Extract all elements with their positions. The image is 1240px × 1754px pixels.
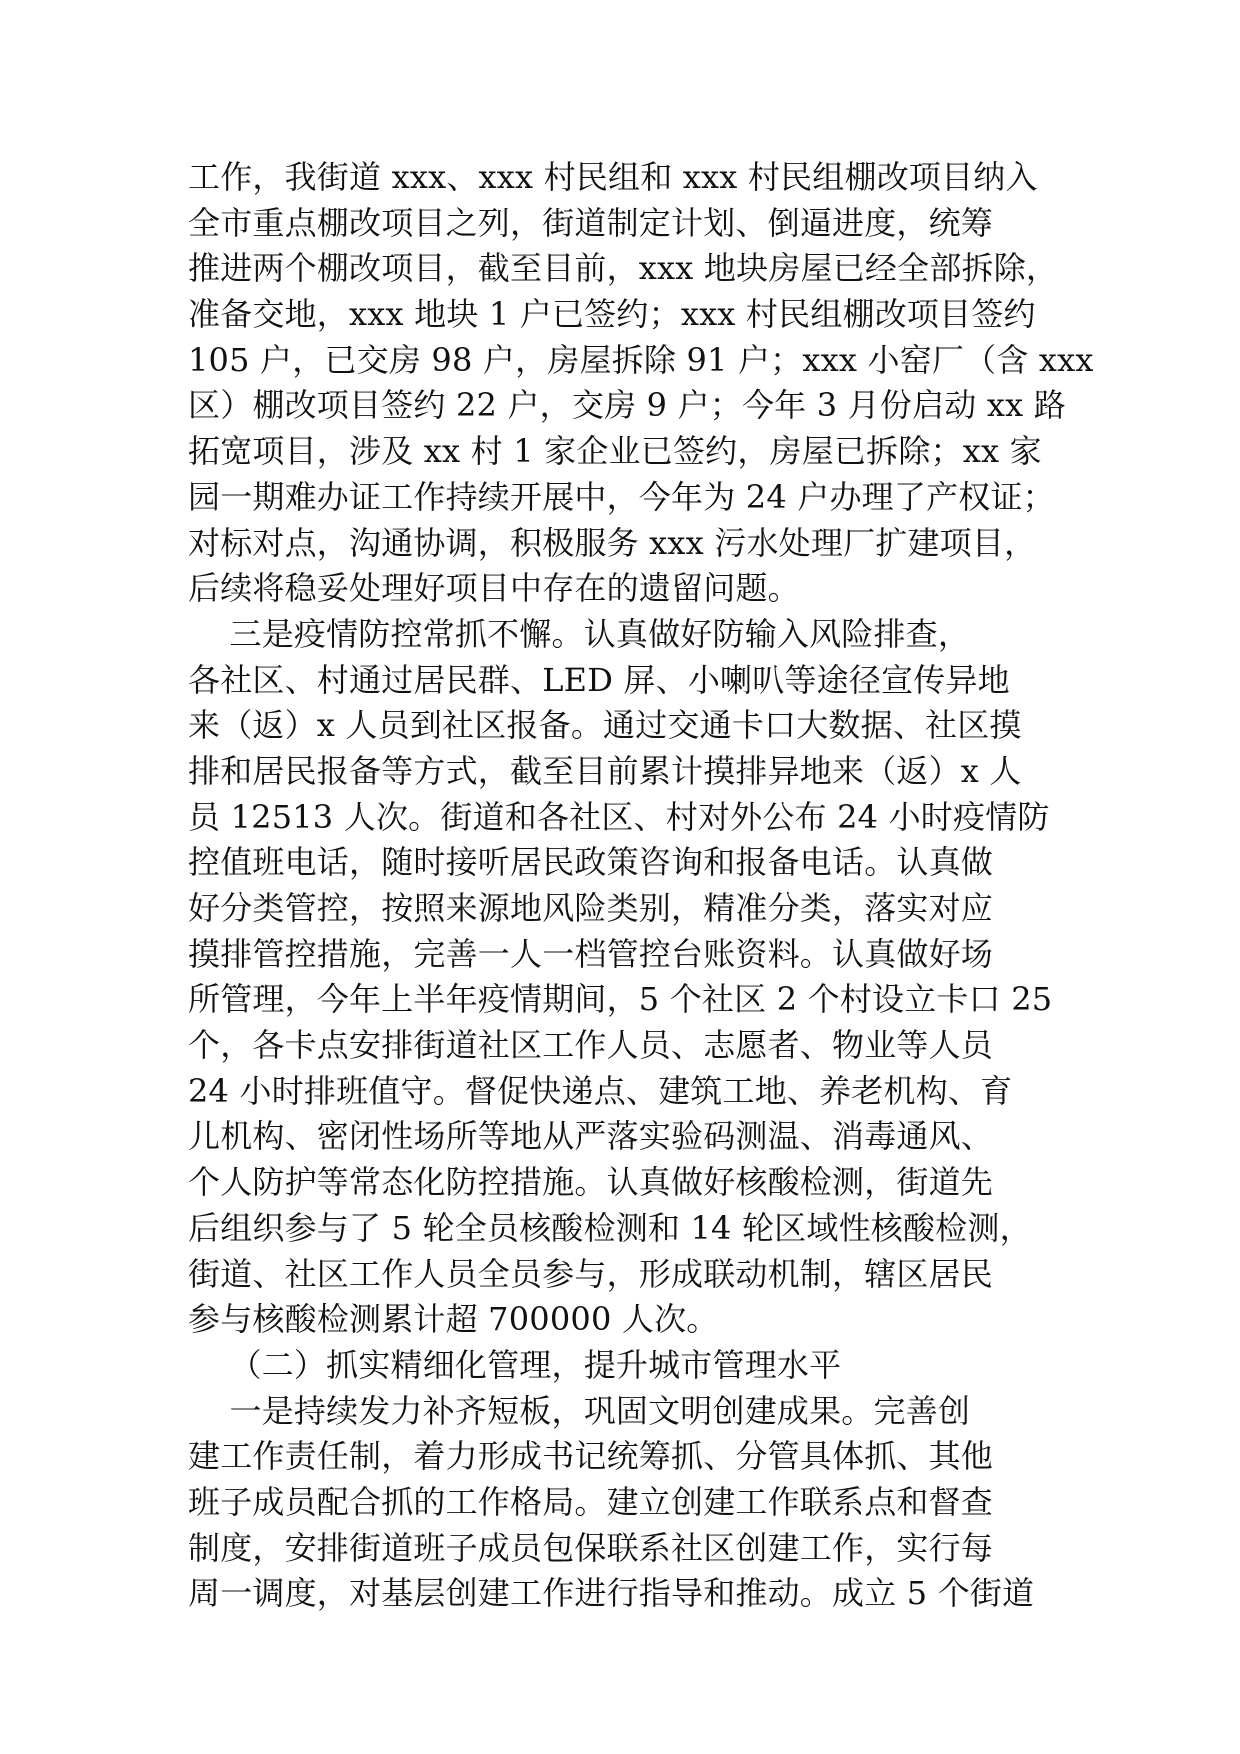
- text-line: 所管理，今年上半年疫情期间，5 个社区 2 个村设立卡口 25: [188, 980, 1053, 1019]
- text-line: 准备交地，xxx 地块 1 户已签约；xxx 村民组棚改项目签约: [188, 295, 1036, 334]
- text-line: 员 12513 人次。街道和各社区、村对外公布 24 小时疫情防: [188, 797, 1050, 836]
- text-line: 班子成员配合抓的工作格局。建立创建工作联系点和督查: [188, 1482, 994, 1521]
- text-line: 工作，我街道 xxx、xxx 村民组和 xxx 村民组棚改项目纳入: [188, 158, 1038, 196]
- text-line: 后组织参与了 5 轮全员核酸检测和 14 轮区域性核酸检测，: [188, 1208, 1032, 1247]
- text-line: 个人防护等常态化防控措施。认真做好核酸检测，街道先: [188, 1163, 994, 1202]
- text-line: 推进两个棚改项目，截至目前，xxx 地块房屋已经全部拆除，: [188, 249, 1059, 288]
- text-line: 区）棚改项目签约 22 户，交房 9 户；今年 3 月份启动 xx 路: [188, 386, 1066, 425]
- text-line: 控值班电话，随时接听居民政策咨询和报备电话。认真做: [188, 843, 994, 882]
- text-line: 拓宽项目，涉及 xx 村 1 家企业已签约，房屋已拆除；xx 家: [188, 432, 1042, 471]
- text-line: 好分类管控，按照来源地风险类别，精准分类，落实对应: [188, 889, 994, 927]
- text-line: 一是持续发力补齐短板，巩固文明创建成果。完善创: [188, 1391, 971, 1430]
- text-line: 24 小时排班值守。督促快递点、建筑工地、养老机构、育: [188, 1071, 1013, 1110]
- text-line: 全市重点棚改项目之列，街道制定计划、倒逼进度，统筹: [188, 203, 994, 242]
- text-line: 对标对点，沟通协调，积极服务 xxx 污水处理厂扩建项目，: [188, 523, 1037, 562]
- text-line: 排和居民报备等方式，截至目前累计摸排异地来（返）x 人: [188, 751, 1022, 790]
- text-line: 个，各卡点安排街道社区工作人员、志愿者、物业等人员: [188, 1026, 994, 1065]
- text-line: 周一调度，对基层创建工作进行指导和推动。成立 5 个街道: [188, 1574, 1035, 1613]
- text-line: 各社区、村通过居民群、LED 屏、小喇叭等途径宣传异地: [188, 660, 1010, 699]
- text-line: 园一期难办证工作持续开展中，今年为 24 户办理了产权证；: [188, 477, 1055, 516]
- text-line: 后续将稳妥处理好项目中存在的遗留问题。: [188, 569, 800, 608]
- text-line: 制度，安排街道班子成员包保联系社区创建工作，实行每: [188, 1528, 994, 1567]
- text-line: 来（返）x 人员到社区报备。通过交通卡口大数据、社区摸: [188, 706, 1022, 745]
- text-line: 105 户，已交房 98 户，房屋拆除 91 户；xxx 小窑厂（含 xxx: [188, 340, 1094, 379]
- section-heading: （二）抓实精细化管理，提升城市管理水平: [188, 1345, 842, 1384]
- text-line: 三是疫情防控常抓不懈。认真做好防输入风险排查，: [188, 614, 971, 653]
- text-line: 儿机构、密闭性场所等地从严落实验码测温、消毒通风、: [188, 1117, 994, 1156]
- text-line: 参与核酸检测累计超 700000 人次。: [188, 1300, 719, 1339]
- document-body: [188, 155, 1094, 1617]
- text-line: 街道、社区工作人员全员参与，形成联动机制，辖区居民: [188, 1254, 994, 1293]
- text-line: 摸排管控措施，完善一人一档管控台账资料。认真做好场: [188, 934, 994, 973]
- text-line: 建工作责任制，着力形成书记统筹抓、分管具体抓、其他: [188, 1437, 994, 1476]
